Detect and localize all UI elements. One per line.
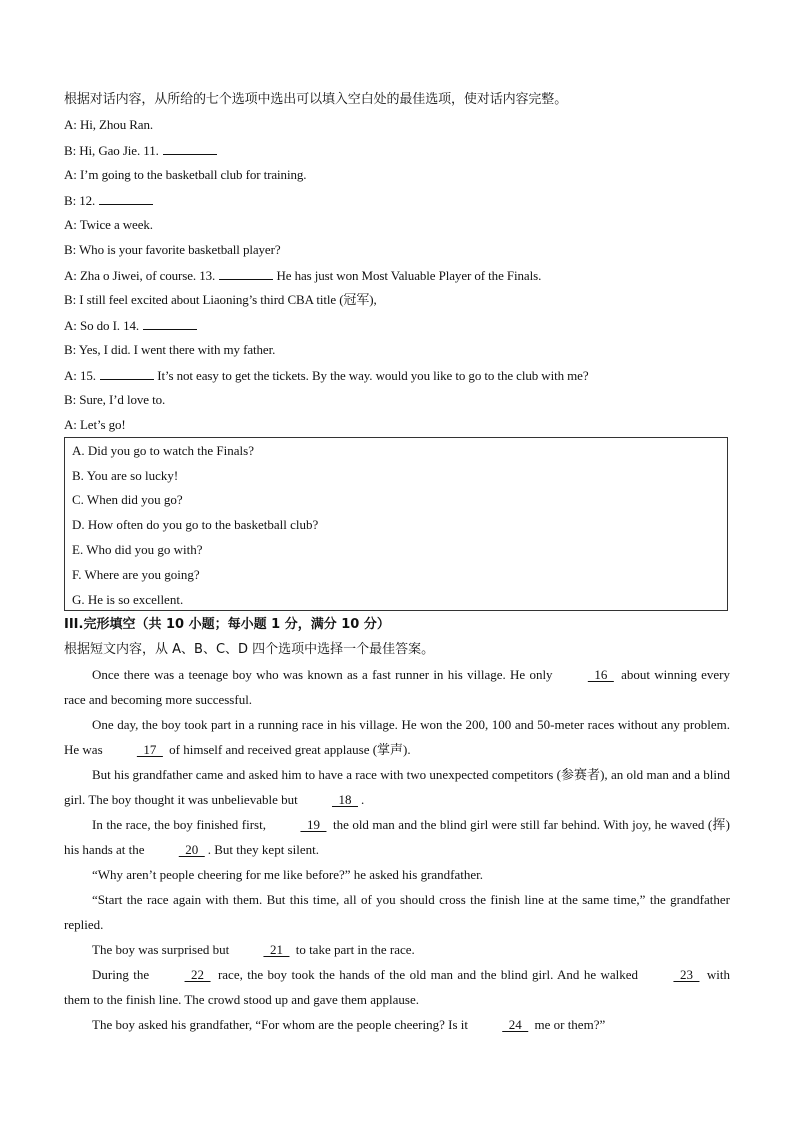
dialog-line: A: Twice a week. [64, 217, 153, 232]
dialog-line: B: Who is your favorite basketball player? [64, 242, 281, 257]
dialog-line: B: 12. [64, 191, 153, 210]
cloze-blank-23[interactable]: 23 [673, 967, 700, 982]
cloze-blank-16[interactable]: 16 [587, 667, 614, 682]
dialog-line: B: Hi, Gao Jie. 11. [64, 141, 217, 160]
section-heading: III.完形填空（共 10 小题；每小题 1 分，满分 10 分） [64, 617, 390, 632]
option-c: C. When did you go? [72, 492, 183, 507]
cloze-blank-19[interactable]: 19 [300, 817, 327, 832]
paragraph-9: The boy asked his grandfather, “For whom are the people cheering? Is it 24 me or them?” [64, 1012, 730, 1037]
dialog-line: A: Hi, Zhou Ran. [64, 117, 154, 132]
cloze-passage [64, 662, 730, 1037]
cloze-blank-24[interactable]: 24 [502, 1017, 529, 1032]
cloze-blank-18[interactable]: 18 [331, 792, 358, 807]
option-g: G. He is so excellent. [72, 592, 184, 607]
answer-blank-13[interactable] [219, 266, 273, 280]
cloze-blank-20[interactable]: 20 [178, 842, 205, 857]
answer-blank-15[interactable] [100, 366, 154, 380]
paragraph-7: The boy was surprised but 21 to take part in the race. [64, 937, 730, 962]
cloze-blank-21[interactable]: 21 [263, 942, 290, 957]
dialog-line: A: 15. It’s not easy to get the tickets. By the way. would you like to go to the club with me? [64, 368, 589, 383]
dialog-line: A: Zha o Jiwei, of course. 13. He has just won Most Valuable Player of the Finals. [64, 268, 542, 283]
cloze-blank-17[interactable]: 17 [136, 742, 163, 757]
paragraph-6: “Start the race again with them. But this time, all of you should cross the finish line at the same time,” the grandfather replied. [64, 892, 730, 932]
section-instruction: 根据短文内容，从 A、B、C、D 四个选项中选择一个最佳答案。 [64, 642, 435, 657]
dialog-line: B: Yes, I did. I went there with my father. [64, 342, 276, 357]
dialog-instruction: 根据对话内容，从所给的七个选项中选出可以填入空白处的最佳选项，使对话内容完整。 [64, 92, 568, 107]
option-e: E. Who did you go with? [72, 542, 203, 557]
paragraph-8: During the 22 race, the boy took the hands of the old man and the blind girl. And he walked 23 with them to the finish line. The crowd stood up and gave them applause. [64, 962, 730, 1012]
paragraph-5: “Why aren’t people cheering for me like before?” he asked his grandfather. [92, 867, 484, 882]
answer-blank-11[interactable] [163, 141, 217, 155]
dialog-line: A: Let’s go! [64, 417, 126, 432]
paragraph-2: One day, the boy took part in a running race in his village. He won the 200, 100 and 50-meter races without any problem. He was 17 of himself and received great applause (掌声). [64, 712, 730, 762]
option-f: F. Where are you going? [72, 567, 200, 582]
option-b: B. You are so lucky! [72, 468, 179, 483]
option-a: A. Did you go to watch the Finals? [72, 443, 254, 458]
answer-blank-14[interactable] [143, 316, 197, 330]
paragraph-4: In the race, the boy finished first, 19 the old man and the blind girl were still far behind. With joy, he waved (挥) his hands at the 20 . But they kept silent. [64, 812, 730, 862]
answer-blank-12[interactable] [99, 191, 153, 205]
options-box [64, 437, 728, 611]
cloze-blank-22[interactable]: 22 [184, 967, 211, 982]
dialog-line: B: I still feel excited about Liaoning’s third CBA title (冠军), [64, 292, 377, 307]
paragraph-1: Once there was a teenage boy who was known as a fast runner in his village. He only 16 about winning every race and becoming more successful. [64, 662, 730, 712]
dialog-line: A: I’m going to the basketball club for training. [64, 167, 307, 182]
dialog-line: A: So do I. 14. [64, 316, 197, 335]
paragraph-3: But his grandfather came and asked him to have a race with two unexpected competitors (参赛者), an old man and a blind girl. The boy thought it was unbelievable but 18 . [64, 762, 730, 812]
dialog-line: B: Sure, I’d love to. [64, 392, 166, 407]
option-d: D. How often do you go to the basketball club? [72, 517, 319, 532]
